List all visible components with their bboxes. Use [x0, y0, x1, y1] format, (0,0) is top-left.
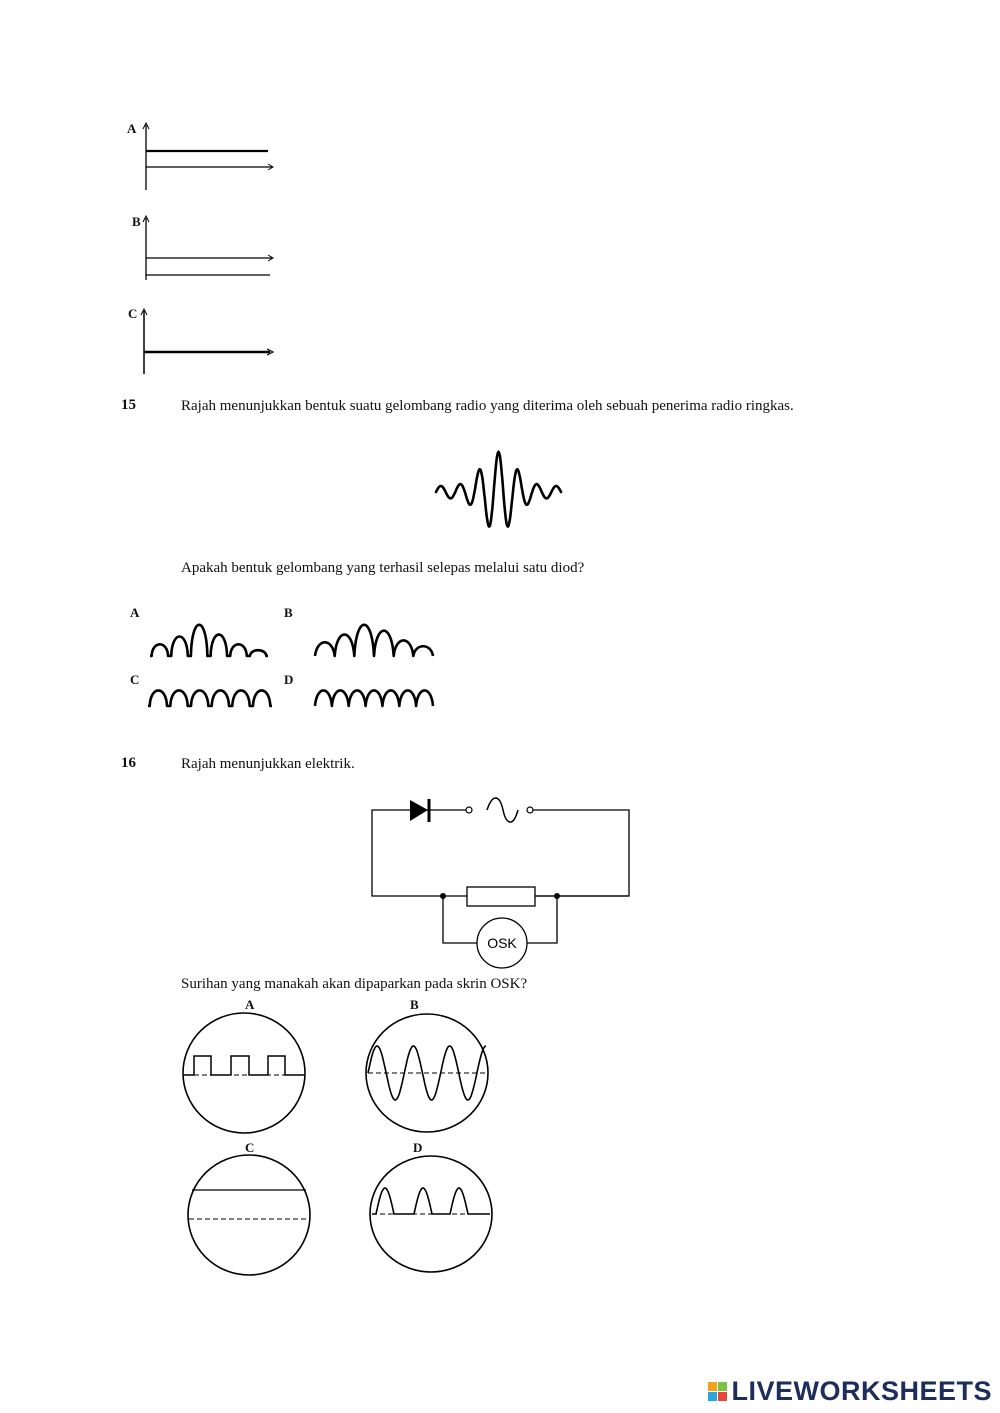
logo-square-1: [708, 1382, 717, 1391]
q16-number: 16: [121, 755, 136, 771]
q16-text: Rajah menunjukkan elektrik.: [181, 756, 355, 772]
logo-square-4: [718, 1392, 727, 1401]
q15-option-c-label: C: [130, 672, 140, 687]
logo-square-2: [718, 1382, 727, 1391]
q15-number: 15: [121, 397, 136, 413]
osk-label: OSK: [487, 935, 517, 951]
q16-screen-c: [188, 1155, 310, 1275]
q16-question: Surihan yang manakah akan dipaparkan pada skrin OSK?: [181, 976, 528, 992]
q16-screen-d: [370, 1156, 492, 1272]
q15-text: Rajah menunjukkan bentuk suatu gelombang radio yang diterima oleh sebuah penerima radio ringkas.: [181, 398, 794, 414]
q16-option-b-label: B: [410, 997, 419, 1012]
q16-trace-a: [184, 1056, 304, 1075]
logo-square-3: [708, 1392, 717, 1401]
q15-option-d-label: D: [284, 672, 294, 687]
q15-option-b-label: B: [284, 605, 293, 620]
q16-option-c-label: C: [245, 1140, 255, 1155]
q15-question: Apakah bentuk gelombang yang terhasil selepas melalui satu diod?: [181, 560, 585, 576]
brand-logo-icon: [708, 1382, 727, 1401]
q16-option-d-label: D: [413, 1140, 423, 1155]
brand-name: LIVEWORKSHEETS: [731, 1376, 992, 1406]
liveworksheets-logo: [708, 1376, 992, 1407]
q15-option-a-label: A: [130, 605, 140, 620]
q14-option-c-label: C: [128, 306, 138, 321]
q16-screen-a: [183, 1013, 305, 1133]
q14-option-a-label: A: [127, 121, 137, 136]
q14-option-b-label: B: [132, 214, 141, 229]
q16-trace-d: [372, 1188, 490, 1214]
q16-screen-b: [366, 1014, 488, 1132]
q16-option-a-label: A: [245, 997, 255, 1012]
